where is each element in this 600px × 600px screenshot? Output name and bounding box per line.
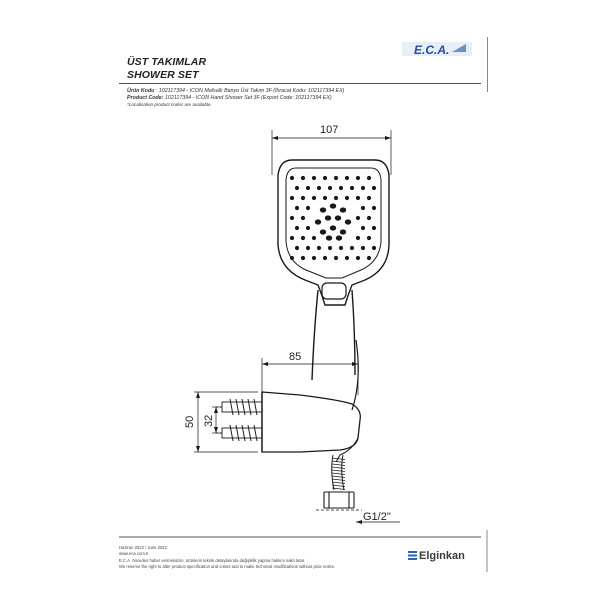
- nozzle-dot: [372, 226, 376, 230]
- nozzle-dot: [339, 186, 343, 190]
- nozzle-dot: [356, 196, 360, 200]
- hose-ring: [332, 461, 345, 463]
- nozzle-dot: [323, 176, 327, 180]
- title-english: SHOWER SET: [127, 69, 199, 81]
- nozzle-center-dot: [335, 215, 341, 220]
- nozzle-dot: [356, 176, 360, 180]
- product-code-tr-label: Ürün Kodu: [127, 88, 155, 94]
- nozzle-dot: [295, 186, 299, 190]
- nozzle-dot: [306, 206, 310, 210]
- nozzle-dot: [361, 206, 365, 210]
- nozzle-dot: [295, 226, 299, 230]
- nozzle-dot: [312, 196, 316, 200]
- nozzle-dot: [334, 176, 338, 180]
- anchor-rib: [242, 425, 245, 441]
- anchor-rib: [254, 399, 257, 415]
- nozzle-center-dot: [340, 207, 346, 212]
- nozzle-center-dot: [320, 207, 326, 212]
- hose-ring: [332, 467, 345, 469]
- nozzle-dot: [306, 226, 310, 230]
- nozzle-dot: [372, 186, 376, 190]
- footer-notice-tr: E.C.A. önceden haber vermeksizin, ürünlerin teknik detaylarında değişiklik yapma hakkını saklı tutar.: [119, 558, 306, 563]
- hose-ring: [332, 470, 345, 472]
- footer-url[interactable]: www.eca.com.tr: [119, 551, 149, 556]
- nozzle-dot: [356, 236, 360, 240]
- nozzle-dot: [306, 246, 310, 250]
- nozzle-dot: [312, 236, 316, 240]
- nozzle-dot: [361, 246, 365, 250]
- dim-85-label: 85: [289, 351, 302, 363]
- nozzle-center-dot: [325, 215, 331, 220]
- nozzle-pattern: [290, 176, 376, 260]
- logo-text: E.C.A.: [414, 43, 450, 57]
- nozzle-center-dot: [336, 235, 342, 240]
- hose-ring: [332, 473, 345, 475]
- anchor-rib: [248, 425, 251, 441]
- nozzle-dot: [367, 236, 371, 240]
- shower-head: [278, 160, 389, 380]
- nozzle-dot: [312, 176, 316, 180]
- nozzle-dot: [290, 216, 294, 220]
- nozzle-dot: [323, 196, 327, 200]
- anchor-rib: [236, 425, 239, 441]
- nozzle-center-dot: [315, 219, 321, 224]
- nozzle-dot: [290, 196, 294, 200]
- nozzle-dot: [372, 246, 376, 250]
- product-code-en-label: Product Code:: [127, 95, 164, 101]
- nozzle-dot: [367, 196, 371, 200]
- footer-notice-en: We reserve the right to alter product specification and colors and to make technical modifications without prior notice.: [119, 564, 336, 569]
- hose: [332, 455, 344, 490]
- nozzle-dot: [361, 226, 365, 230]
- nozzle-dot: [295, 246, 299, 250]
- thread-label: G1/2": [363, 511, 391, 523]
- elginkan-logo-icon: [408, 551, 417, 560]
- dim-32-label: 32: [203, 414, 215, 427]
- nozzle-center-dot: [320, 229, 326, 234]
- nozzle-dot: [306, 186, 310, 190]
- wall-bracket: [262, 340, 360, 462]
- nozzle-dot: [356, 216, 360, 220]
- anchor-rib: [254, 425, 257, 441]
- nozzle-dot: [312, 256, 316, 260]
- anchor-rib: [236, 399, 239, 415]
- nozzle-dot: [301, 196, 305, 200]
- nozzle-dot: [301, 216, 305, 220]
- nozzle-dot: [350, 186, 354, 190]
- dim-50-label: 50: [184, 415, 196, 428]
- elginkan-brand: [408, 550, 465, 562]
- nozzle-dot: [367, 216, 371, 220]
- anchor-rib: [230, 399, 233, 415]
- nozzle-dot: [367, 176, 371, 180]
- nozzle-dot: [290, 236, 294, 240]
- nozzle-dot: [301, 236, 305, 240]
- nozzle-dot: [301, 176, 305, 180]
- nozzle-center-dot: [340, 229, 346, 234]
- title-turkish: ÜST TAKIMLAR: [127, 56, 207, 68]
- nozzle-dot: [323, 256, 327, 260]
- nozzle-dot: [367, 256, 371, 260]
- nozzle-dot: [328, 246, 332, 250]
- hose-ring: [332, 476, 345, 478]
- hose-nut: [316, 492, 362, 510]
- nozzle-dot: [345, 256, 349, 260]
- nozzle-dot: [328, 186, 332, 190]
- brand-text: Elginkan: [419, 550, 465, 562]
- nozzle-dot: [339, 246, 343, 250]
- nozzle-dot: [372, 206, 376, 210]
- localisation-note: *Localisation product codes are available.: [127, 102, 212, 107]
- nozzle-dot: [345, 196, 349, 200]
- nozzle-dot: [334, 256, 338, 260]
- nozzle-center-dot: [326, 235, 332, 240]
- nozzle-dot: [317, 186, 321, 190]
- product-code-en-text: 102117394 - ICON Hand Shower Set 3F (Export Code: 102117394 EX): [164, 95, 332, 101]
- anchor-rib: [230, 425, 233, 441]
- nozzle-dot: [317, 246, 321, 250]
- product-code-tr-text: : 102117394 - ICON Mafsallı Banyo Üst Takım 3F (İhracat Kodu: 102117394 EX): [155, 88, 345, 94]
- footer-date: Haziran 2022 / June 2022: [119, 545, 167, 550]
- anchor-rib: [248, 399, 251, 415]
- nozzle-dot: [334, 196, 338, 200]
- hose-ring: [332, 464, 345, 466]
- nozzle-center-dot: [345, 219, 351, 224]
- dim-107-label: 107: [320, 124, 339, 136]
- nozzle-center-dot: [330, 203, 336, 208]
- nozzle-dot: [356, 256, 360, 260]
- anchor-ribs: [230, 399, 257, 441]
- anchor-rib: [242, 399, 245, 415]
- nozzle-dot: [290, 256, 294, 260]
- nozzle-dot: [295, 206, 299, 210]
- nozzle-dot: [301, 256, 305, 260]
- nozzle-dot: [345, 176, 349, 180]
- nozzle-dot: [290, 176, 294, 180]
- nozzle-center-dot: [330, 225, 336, 230]
- nozzle-dot: [350, 246, 354, 250]
- hose-ring: [332, 479, 345, 481]
- nozzle-dot: [361, 186, 365, 190]
